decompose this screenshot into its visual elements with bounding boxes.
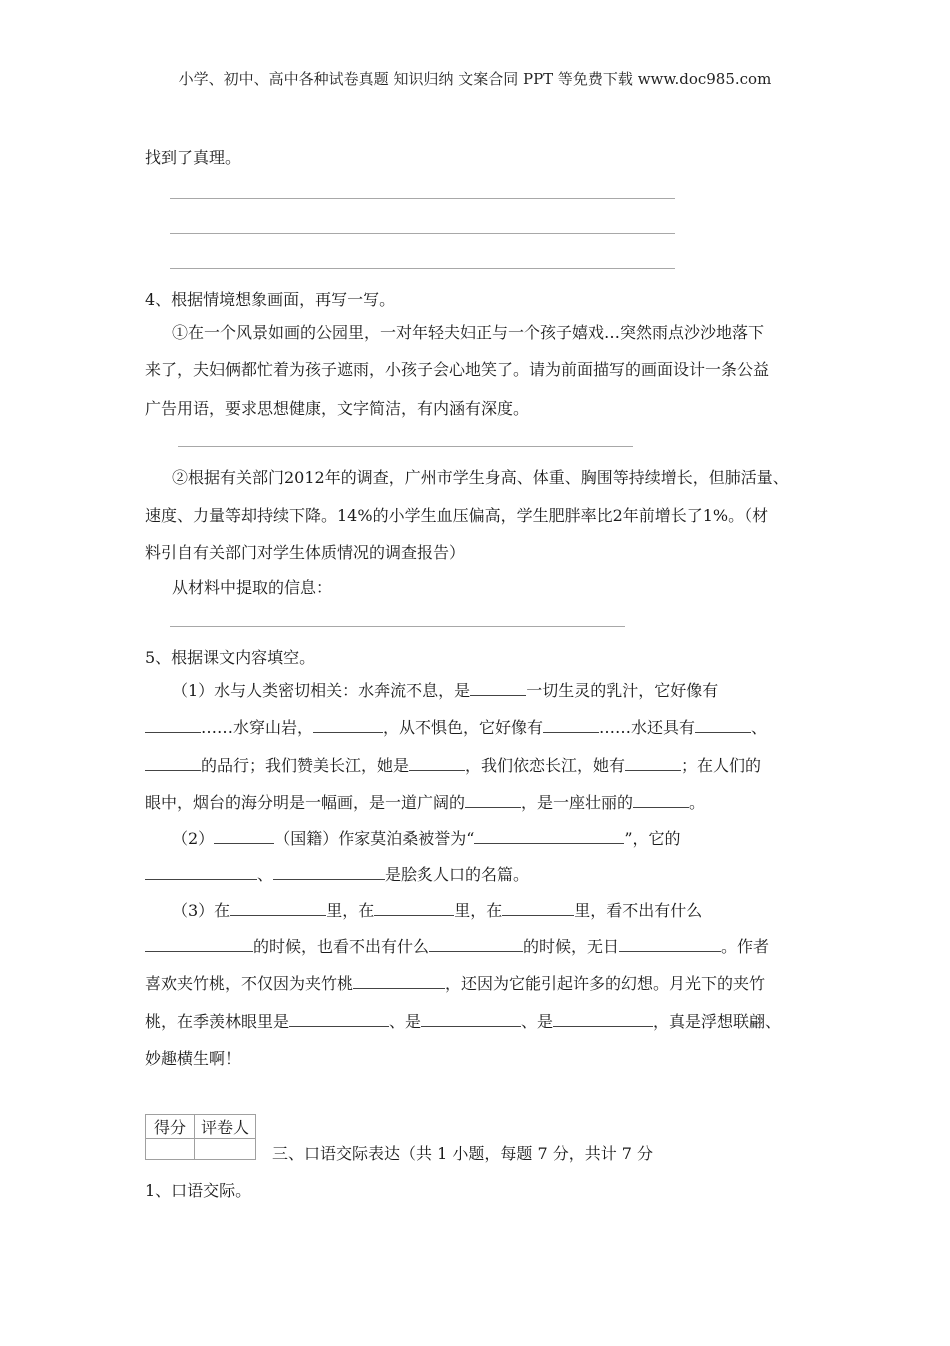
- fill-blank[interactable]: [625, 769, 681, 771]
- text: （3）在: [172, 901, 231, 920]
- fill-blank[interactable]: [145, 769, 201, 771]
- q5-s3-line2: [145, 934, 769, 957]
- fill-blank[interactable]: [633, 806, 689, 808]
- fill-blank[interactable]: [273, 878, 385, 880]
- text: 、: [751, 718, 768, 737]
- text: （1）水与人类密切相关：水奔流不息，是: [172, 681, 471, 700]
- q5-title: 5、根据课文内容填空。: [145, 648, 316, 667]
- extract-answer-line[interactable]: [170, 626, 625, 627]
- text: ，我们依恋长江，她有: [465, 756, 626, 775]
- fill-blank[interactable]: [695, 731, 751, 733]
- text: ……水还具有: [599, 718, 696, 737]
- text: ”，它的: [624, 829, 681, 848]
- text: 、: [257, 865, 274, 884]
- fill-blank[interactable]: [421, 1025, 521, 1027]
- score-table: [145, 1114, 256, 1160]
- q5-s3-line1: [172, 898, 702, 921]
- answer-line-1[interactable]: [170, 198, 675, 199]
- fill-blank[interactable]: [409, 769, 465, 771]
- q5-s1-line2: [145, 715, 767, 738]
- text: ，真是浮想联翩、: [653, 1012, 782, 1031]
- text: 、是: [389, 1012, 422, 1031]
- fill-blank[interactable]: [619, 950, 721, 952]
- text: 一切生灵的乳汁，它好像有: [526, 681, 719, 700]
- fill-blank[interactable]: [502, 914, 574, 916]
- fill-blank[interactable]: [465, 806, 521, 808]
- fill-blank[interactable]: [353, 987, 445, 989]
- page-header: 小学、初中、高中各种试卷真题 知识归纳 文案合同 PPT 等免费下载 www.doc985.com: [178, 70, 772, 88]
- q5-s1-line1: [172, 678, 718, 701]
- q3-tail-text: 找到了真理。: [145, 148, 242, 167]
- q5-s3-line3: [145, 971, 765, 994]
- text: 桃，在季羡林眼里是: [145, 1012, 290, 1031]
- text: 里，看不出有什么: [574, 901, 703, 920]
- fill-blank[interactable]: [145, 950, 253, 952]
- fill-blank[interactable]: [145, 731, 201, 733]
- section3-title: 三、口语交际表达（共 1 小题，每题 7 分，共计 7 分: [272, 1144, 654, 1163]
- text: （国籍）作家莫泊桑被誉为“: [274, 829, 475, 848]
- fill-blank[interactable]: [230, 914, 326, 916]
- fill-blank[interactable]: [429, 950, 523, 952]
- text: 、是: [521, 1012, 554, 1031]
- fill-blank[interactable]: [470, 694, 526, 696]
- q5-s2-line1: [172, 826, 681, 849]
- text: 的品行；我们赞美长江，她是: [201, 756, 410, 775]
- text: 的时候，无日: [523, 937, 620, 956]
- score-header: 得分: [146, 1115, 195, 1139]
- slogan-answer-line[interactable]: [178, 446, 633, 447]
- q5-s3-line4: [145, 1009, 781, 1032]
- score-cell[interactable]: [146, 1139, 195, 1160]
- q4-p2-line3: 料引自有关部门对学生体质情况的调查报告）: [145, 543, 466, 562]
- text: 。: [689, 793, 706, 812]
- q4-p2-line1: ②根据有关部门2012年的调查，广州市学生身高、体重、胸围等持续增长，但肺活量、: [172, 468, 789, 487]
- text: 喜欢夹竹桃，不仅因为夹竹桃: [145, 974, 354, 993]
- grader-header: 评卷人: [195, 1115, 256, 1139]
- answer-line-3[interactable]: [170, 268, 675, 269]
- fill-blank[interactable]: [313, 731, 383, 733]
- text: （2）: [172, 829, 215, 848]
- text: ，还因为它能引起许多的幻想。月光下的夹竹: [445, 974, 766, 993]
- text: ；在人们的: [681, 756, 762, 775]
- fill-blank[interactable]: [553, 1025, 653, 1027]
- fill-blank[interactable]: [145, 878, 257, 880]
- q5-s1-line4: [145, 790, 705, 813]
- q4-p1-line2: 来了，夫妇俩都忙着为孩子遮雨，小孩子会心地笑了。请为前面描写的画面设计一条公益: [145, 360, 770, 379]
- q4-title: 4、根据情境想象画面，再写一写。: [145, 290, 396, 309]
- fill-blank[interactable]: [474, 842, 624, 844]
- q5-s3-line5: 妙趣横生啊！: [145, 1049, 242, 1068]
- fill-blank[interactable]: [374, 914, 454, 916]
- text: 。作者: [721, 937, 770, 956]
- fill-blank[interactable]: [543, 731, 599, 733]
- text: ……水穿山岩，: [201, 718, 314, 737]
- text: 眼中，烟台的海分明是一幅画，是一道广阔的: [145, 793, 466, 812]
- q5-s2-line2: [145, 862, 529, 885]
- answer-line-2[interactable]: [170, 233, 675, 234]
- text: ，是一座壮丽的: [521, 793, 634, 812]
- text: ，从不惧色，它好像有: [383, 718, 544, 737]
- text: 里，在: [454, 901, 503, 920]
- q4-p1-line3: 广告用语，要求思想健康，文字简洁，有内涵有深度。: [145, 399, 530, 418]
- text: 是脍炙人口的名篇。: [385, 865, 530, 884]
- q5-s1-line3: [145, 753, 761, 776]
- text: 里，在: [326, 901, 375, 920]
- grader-cell[interactable]: [195, 1139, 256, 1160]
- text: 的时候，也看不出有什么: [253, 937, 430, 956]
- section3-q1: 1、口语交际。: [145, 1181, 252, 1200]
- q4-extract-label: 从材料中提取的信息：: [172, 578, 333, 597]
- fill-blank[interactable]: [289, 1025, 389, 1027]
- q4-p1-line1: ①在一个风景如画的公园里，一对年轻夫妇正与一个孩子嬉戏…突然雨点沙沙地落下: [172, 323, 765, 342]
- fill-blank[interactable]: [214, 842, 274, 844]
- q4-p2-line2: 速度、力量等却持续下降。14%的小学生血压偏高，学生肥胖率比2年前增长了1%。（材: [145, 506, 769, 525]
